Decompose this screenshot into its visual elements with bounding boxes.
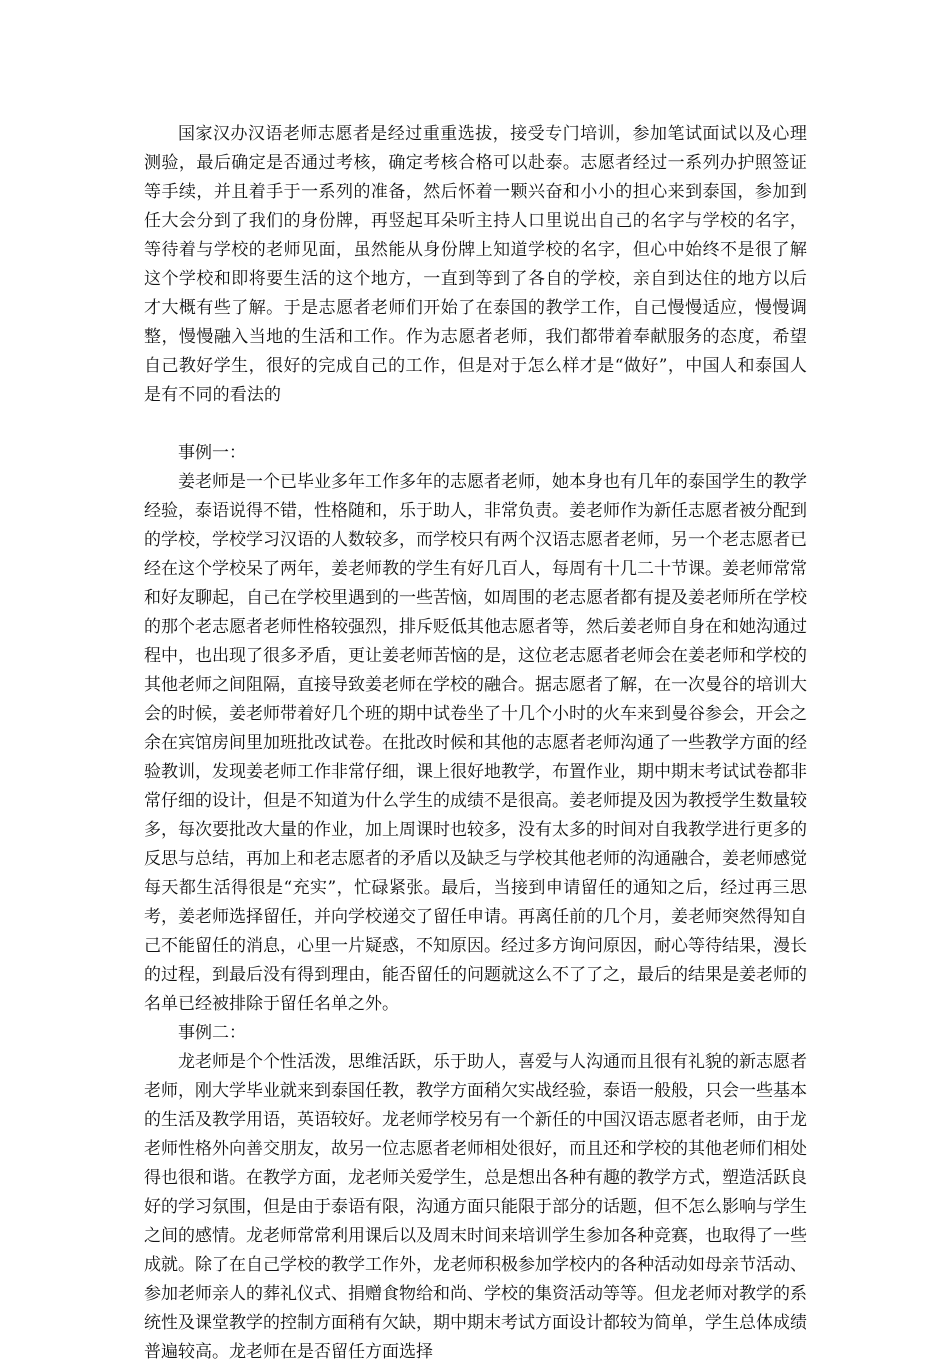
case-two-title: 事例二： <box>178 1023 246 1043</box>
paragraph-gap <box>144 410 807 439</box>
case-one-paragraph: 姜老师是一个已毕业多年工作多年的志愿者老师，她本身也有几年的泰国学生的教学经验，泰语说得不错，性格随和，乐于助人，非常负责。姜老师作为新任志愿者被分配到的学校，学校学习汉语的人数较多，而学校只有两个汉语志愿者老师，另一个老志愿者已经在这个学校呆了两年，姜老师教的学生有好几百人，每周有十几二十节课。姜老师常常和好友聊起，自己在学校里遇到的一些苦恼，如周围的老志愿者都有提及姜老师所在学校的那个老志愿者老师性格较强烈，排斥贬低其他志愿者等，然后姜老师自身在和她沟通过程中，也出现了很多矛盾，更让姜老师苦恼的是，这位老志愿者老师会在姜老师和学校的其他老师之间阻隔，直接导致姜老师在学校的融合。据志愿者了解，在一次曼谷的培训大会的时候，姜老师带着好几个班的期中试卷坐了十几个小时的火车来到曼谷参会，开会之余在宾馆房间里加班批改试卷。在批改时候和其他的志愿者老师沟通了一些教学方面的经验教训，发现姜老师工作非常仔细，课上很好地教学，布置作业，期中期末考试试卷都非常仔细的设计，但是不知道为什么学生的成绩不是很高。姜老师提及因为教授学生数量较多，每次要批改大量的作业，加上周课时也较多，没有太多的时间对自我教学进行更多的反思与总结，再加上和老志愿者的矛盾以及缺乏与学校其他老师的沟通融合，姜老师感觉每天都生活得很是“充实”，忙碌紧张。最后，当接到申请留任的通知之后，经过再三思考，姜老师选择留任，并向学校递交了留任申请。再离任前的几个月，姜老师突然得知自己不能留任的消息，心里一片疑惑，不知原因。经过多方询问原因，耐心等待结果，漫长的过程，到最后没有得到理由，能否留任的问题就这么不了了之，最后的结果是姜老师的名单已经被排除于留任名单之外。 <box>144 472 807 1014</box>
document-body <box>144 120 807 1367</box>
case-one-title: 事例一： <box>178 443 246 463</box>
intro-paragraph: 国家汉办汉语老师志愿者是经过重重选拔，接受专门培训，参加笔试面试以及心理测验，最后确定是否通过考核，确定考核合格可以赴泰。志愿者经过一系列办护照签证等手续，并且着手于一系列的准备，然后怀着一颗兴奋和小小的担心来到泰国，参加到任大会分到了我们的身份牌，再竖起耳朵听主持人口里说出自己的名字与学校的名字，等待着与学校的老师见面，虽然能从身份牌上知道学校的名字，但心中始终不是很了解这个学校和即将要生活的这个地方，一直到等到了各自的学校，亲自到达住的地方以后才大概有些了解。于是志愿者老师们开始了在泰国的教学工作，自己慢慢适应，慢慢调整，慢慢融入当地的生活和工作。作为志愿者老师，我们都带着奉献服务的态度，希望自己教好学生，很好的完成自己的工作，但是对于怎么样才是“做好”，中国人和泰国人是有不同的看法的 <box>144 124 807 405</box>
case-two-paragraph: 龙老师是个个性活泼，思维活跃，乐于助人，喜爱与人沟通而且很有礼貌的新志愿者老师，刚大学毕业就来到泰国任教，教学方面稍欠实战经验，泰语一般般，只会一些基本的生活及教学用语，英语较好。龙老师学校另有一个新任的中国汉语志愿者老师，由于龙老师性格外向善交朋友，故另一位志愿者老师相处很好，而且还和学校的其他老师们相处得也很和谐。在教学方面，龙老师关爱学生，总是想出各种有趣的教学方式，塑造活跃良好的学习氛围，但是由于泰语有限，沟通方面只能限于部分的话题，但不怎么影响与学生之间的感情。龙老师常常利用课后以及周末时间来培训学生参加各种竞赛，也取得了一些成就。除了在自己学校的教学工作外，龙老师积极参加学校内的各种活动如母亲节活动、参加老师亲人的葬礼仪式、捐赠食物给和尚、学校的集资活动等等。但龙老师对教学的系统性及课堂教学的控制方面稍有欠缺，期中期末考试方面设计都较为简单，学生总体成绩普遍较高。龙老师在是否留任方面选择 <box>144 1052 807 1362</box>
